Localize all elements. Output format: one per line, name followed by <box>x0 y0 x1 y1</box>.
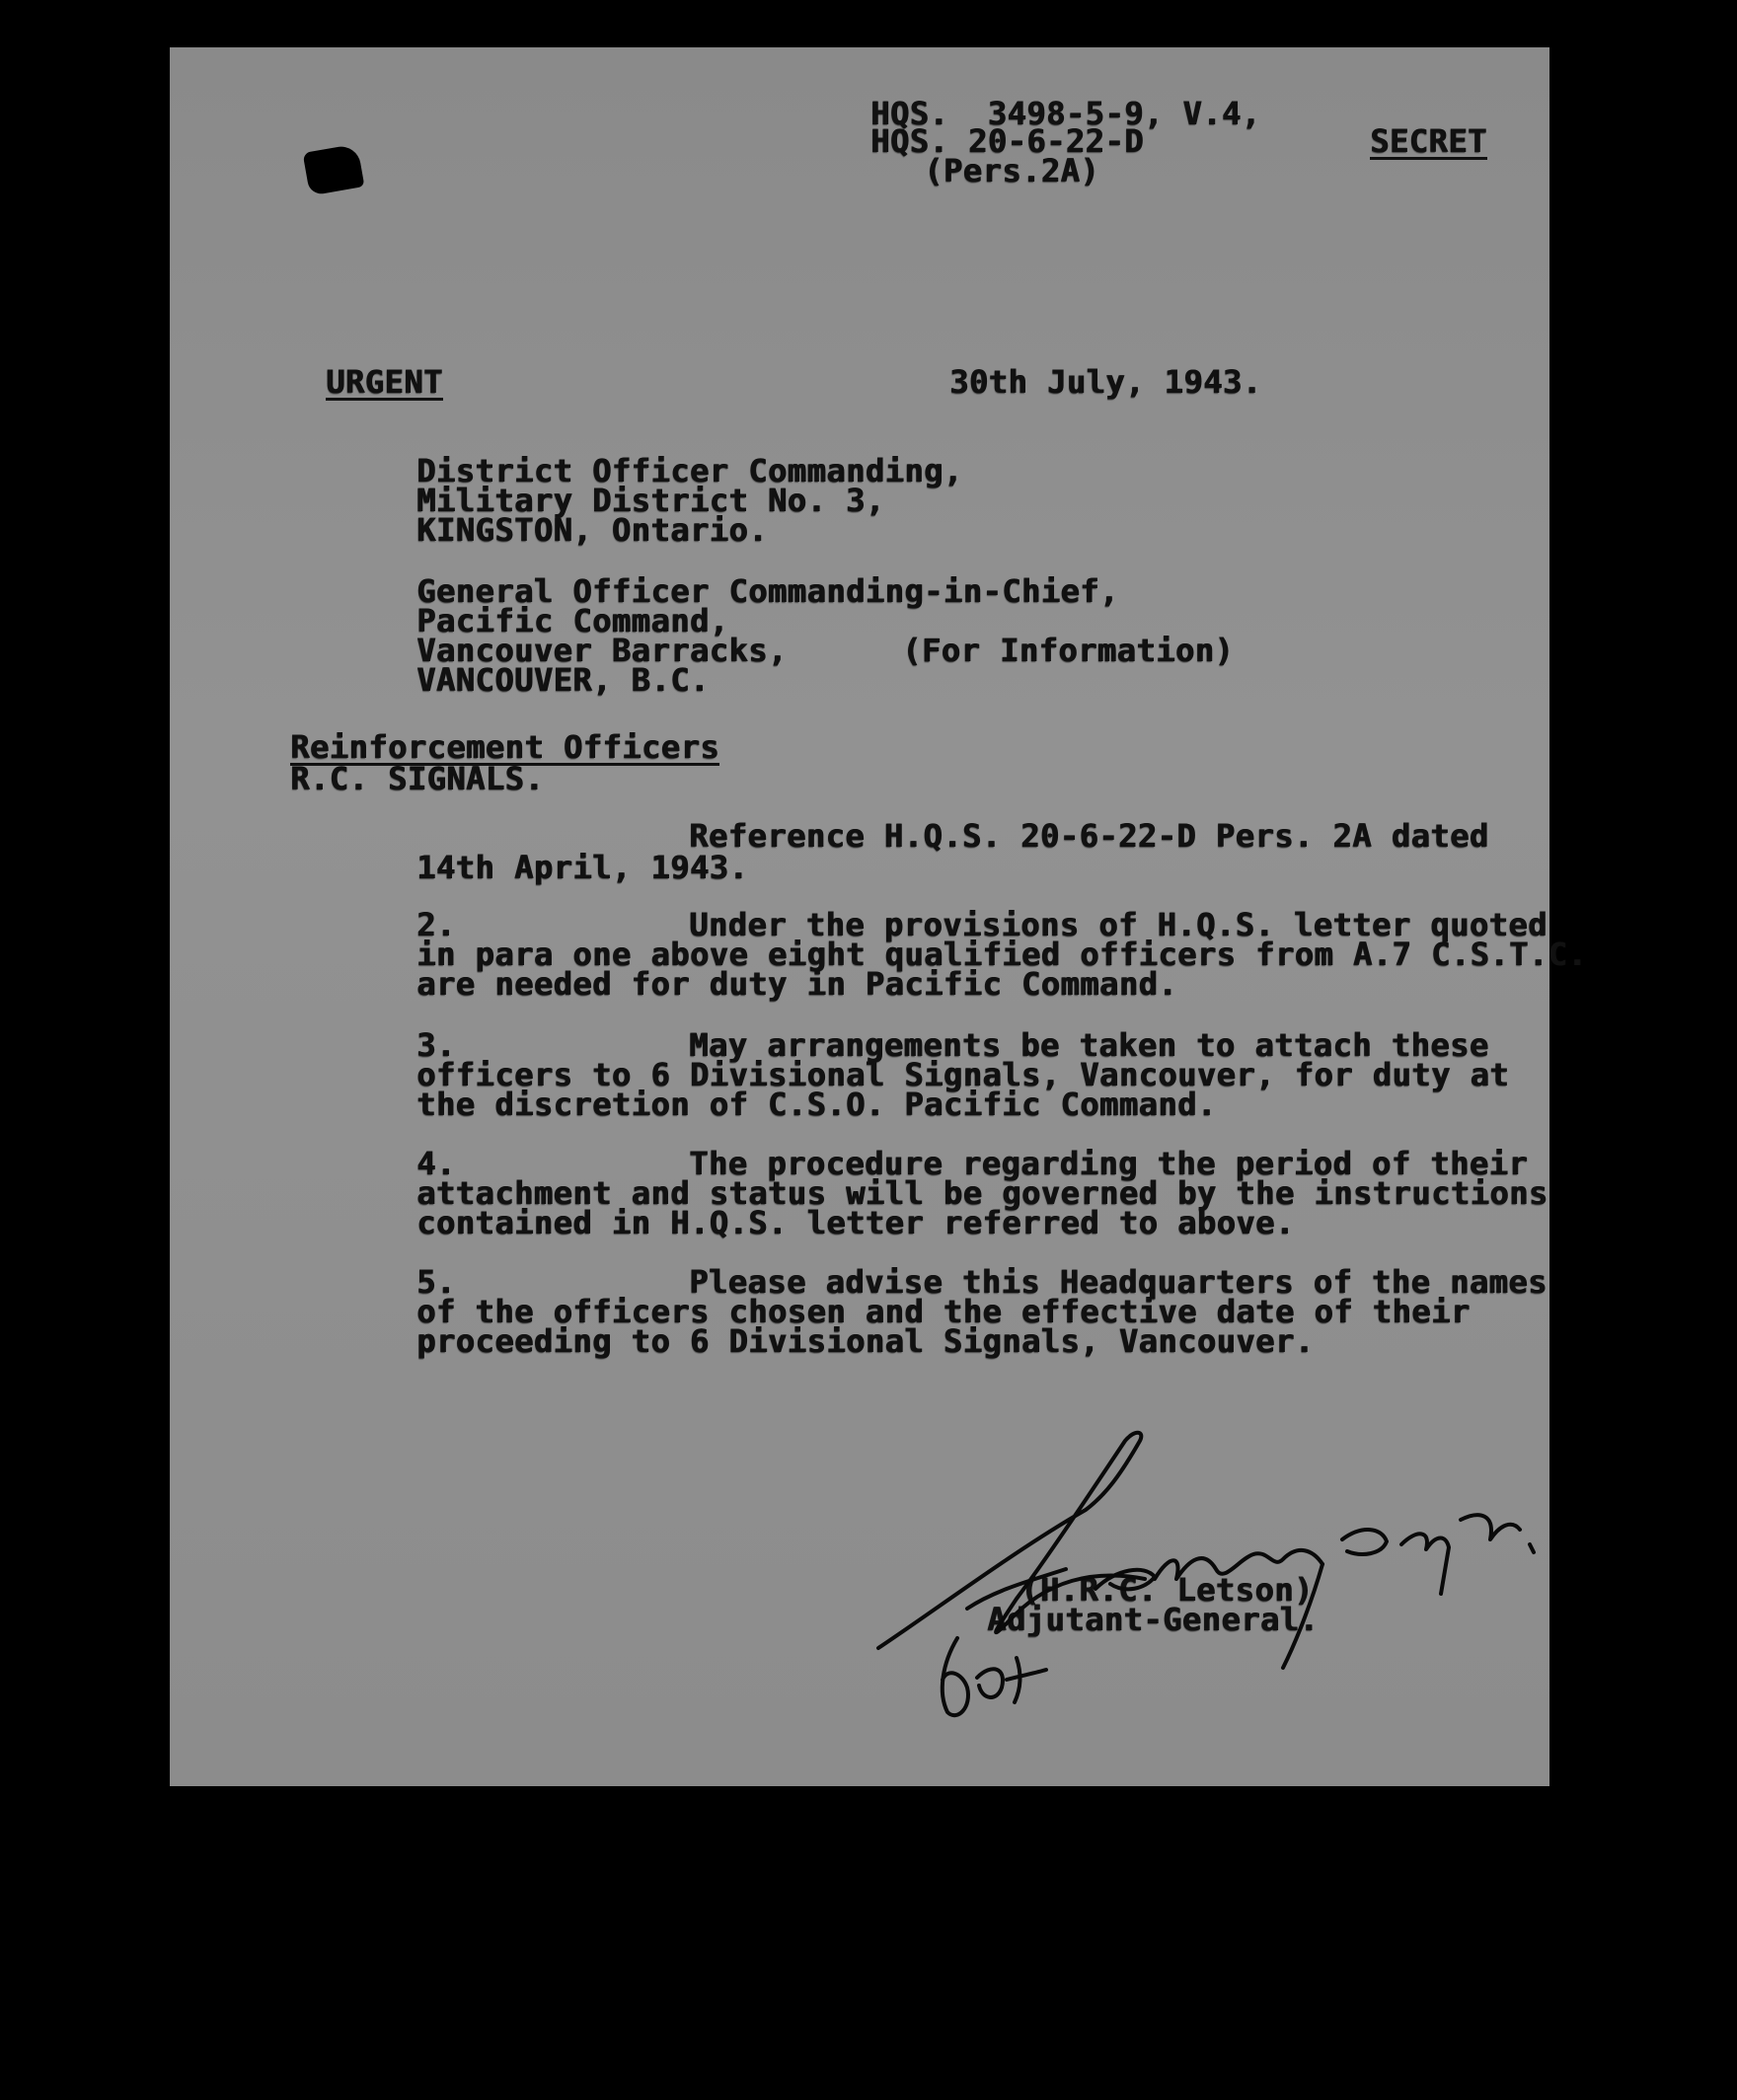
para3-line2: officers to 6 Divisional Signals, Vancouver, for duty at <box>416 1056 1509 1093</box>
addressee1-line2: Military District No. 3, <box>416 482 885 519</box>
addressee1-line1: District Officer Commanding, <box>416 452 963 489</box>
addressee2-line4: VANCOUVER, B.C. <box>416 661 710 699</box>
para1-line1: Reference H.Q.S. 20-6-22-D Pers. 2A dated <box>689 817 1489 855</box>
para2-line3: are needed for duty in Pacific Command. <box>416 965 1177 1003</box>
para2-line1: Under the provisions of H.Q.S. letter quoted <box>689 906 1548 943</box>
classification-mark: SECRET <box>1370 122 1487 160</box>
para5-line3: proceeding to 6 Divisional Signals, Vancouver. <box>416 1322 1315 1360</box>
para2-line2: in para one above eight qualified officers from A.7 C.S.T.C. <box>416 936 1587 973</box>
para3-line1: May arrangements be taken to attach these <box>689 1026 1489 1064</box>
para4-line1: The procedure regarding the period of their <box>689 1145 1528 1182</box>
addressee2-line1: General Officer Commanding-in-Chief, <box>416 572 1119 610</box>
addressee2-line3: Vancouver Barracks, <box>416 632 788 669</box>
para4-line3: contained in H.Q.S. letter referred to above. <box>416 1204 1295 1241</box>
para1-line2: 14th April, 1943. <box>416 849 749 886</box>
file-reference-1: HQS. 3498-5-9, V.4, <box>870 95 1261 132</box>
subject-line1: Reinforcement Officers <box>290 728 719 766</box>
addressee2-line2: Pacific Command, <box>416 602 729 639</box>
letter-date: 30th July, 1943. <box>949 363 1262 401</box>
file-reference-3: (Pers.2A) <box>924 152 1099 189</box>
para5-number: 5. <box>416 1263 456 1301</box>
addressee1-line3: KINGSTON, Ontario. <box>416 511 768 549</box>
for-information-note: (For Information) <box>902 632 1235 669</box>
typed-signatory-name: (H.R.C. Letson) <box>1020 1571 1314 1609</box>
urgency-mark: URGENT <box>326 363 443 401</box>
para5-line1: Please advise this Headquarters of the names <box>689 1263 1548 1301</box>
para4-number: 4. <box>416 1145 456 1182</box>
para3-line3: the discretion of C.S.O. Pacific Command. <box>416 1086 1217 1123</box>
para2-number: 2. <box>416 906 456 943</box>
file-reference-2: HQS. 20-6-22-D <box>870 122 1144 160</box>
handwritten-signature <box>849 1421 1540 1737</box>
para4-line2: attachment and status will be governed by the instructions <box>416 1174 1548 1212</box>
subject-line2: R.C. SIGNALS. <box>290 760 544 797</box>
typed-signatory-title: Adjutant-General. <box>987 1601 1320 1638</box>
para3-number: 3. <box>416 1026 456 1064</box>
para5-line2: of the officers chosen and the effective date of their <box>416 1293 1471 1330</box>
